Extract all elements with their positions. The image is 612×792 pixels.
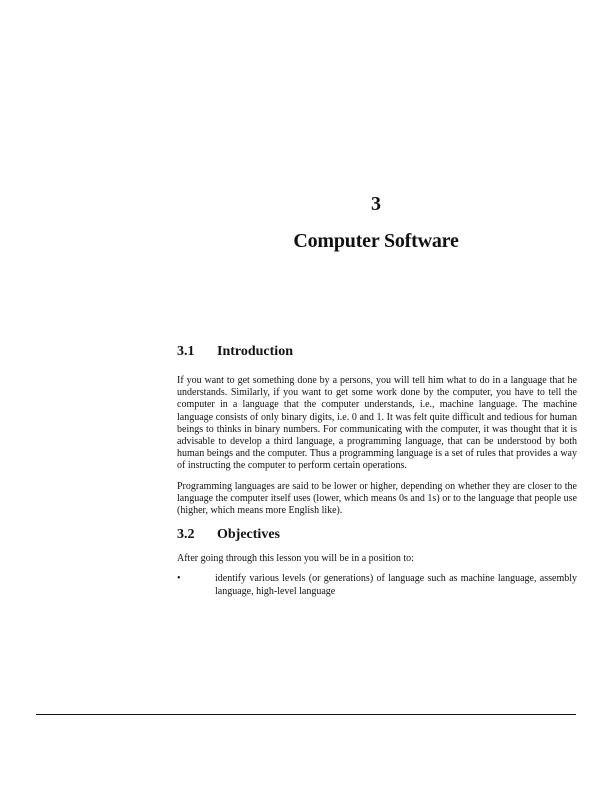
section-title: Objectives xyxy=(217,527,280,543)
section-number: 3.1 xyxy=(177,344,195,359)
section-number: 3.2 xyxy=(177,527,195,543)
list-item xyxy=(177,573,577,597)
section-title: Introduction xyxy=(217,344,293,359)
section-heading-introduction xyxy=(177,343,577,361)
bullet-icon: • xyxy=(177,573,181,585)
introduction-paragraph-1: If you want to get something done by a persons, you will tell him what to do in a language that he understands. Similarly, if you want to get some work done by the computer, you have to tell the computer in a language that the computer understands, i.e., machine language. The machine language consists of only binary digits, i.e. 0 and 1. It was felt quite difficult and tedious for human beings to thinks in binary numbers. For communicating with the computer, it was thought that it is advisable to develop a third language, a programming language, that can be understood by both human beings and the computer. Thus a programming language is a set of rules that provides a way of instructing the computer to perform certain operations. xyxy=(177,375,577,472)
list-item-text: identify various levels (or generations) of language such as machine language, assembly language, high-level language xyxy=(215,573,577,597)
section-heading-objectives xyxy=(177,526,577,544)
page-content xyxy=(177,343,577,598)
objectives-list xyxy=(177,573,577,597)
footer-rule xyxy=(36,714,576,715)
objectives-intro: After going through this lesson you will be in a position to: xyxy=(177,553,414,565)
chapter-number: 3 xyxy=(371,193,381,215)
introduction-paragraph-2: Programming languages are said to be lower or higher, depending on whether they are closer to the language the computer itself uses (lower, which means 0s and 1s) or to the language that people use (higher, which means more English like). xyxy=(177,480,577,517)
chapter-title: Computer Software xyxy=(293,230,459,252)
